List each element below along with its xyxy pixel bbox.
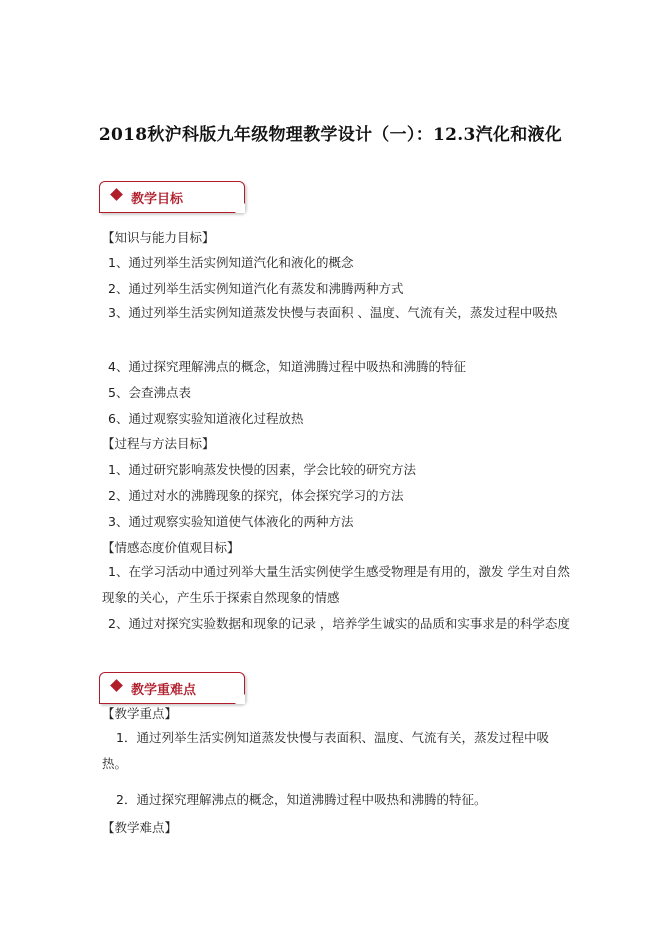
list-item: 1、通过研究影响蒸发快慢的因素，学会比较的研究方法 [108,462,416,477]
section-tab-keypoints [99,672,245,704]
list-item: 3、通过观察实验知道使气体液化的两种方法 [108,514,354,529]
list-item: 2．通过探究理解沸点的概念，知道沸腾过程中吸热和沸腾的特征。 [116,792,487,807]
section-label: 教学重难点 [131,683,197,698]
corner-fold [235,203,245,213]
list-item: 1、在学习活动中通过列举大量生活实例使学生感受物理是有用的，激发 学生对自然现象的关心，产生乐于探索自然现象的情感 [102,564,570,605]
list-item: 2、通过对探究实验数据和现象的记录 ，培养学生诚实的品质和实事求是的科学态度 [108,616,570,631]
diamond-icon [110,679,123,692]
list-item: 2、通过列举生活实例知道汽化有蒸发和沸腾两种方式 [108,281,404,296]
section-tab-goals [99,181,245,213]
page-title: 2018秋沪科版九年级物理教学设计（一）：12.3汽化和液化 [98,125,563,145]
list-item: 2、通过对水的沸腾现象的探究，体会探究学习的方法 [108,488,404,503]
list-item: 5、会查沸点表 [108,385,191,400]
difficulty-heading: 【教学难点】 [102,820,178,835]
list-item: 3、通过列举生活实例知道蒸发快慢与表面积 、温度、气流有关，蒸发过程中吸热 [108,305,558,320]
diamond-icon [110,188,123,201]
emotion-heading: 【情感态度价值观目标】 [102,540,240,555]
list-item: 6、通过观察实验知道液化过程放热 [108,411,304,426]
process-heading: 【过程与方法目标】 [102,436,215,451]
list-item: 1、通过列举生活实例知道汽化和液化的概念 [108,255,354,270]
section-label: 教学目标 [131,192,184,207]
list-item: 4、通过探究理解沸点的概念，知道沸腾过程中吸热和沸腾的特征 [108,359,466,374]
knowledge-heading: 【知识与能力目标】 [102,230,215,245]
list-item: 1．通过列举生活实例知道蒸发快慢与表面积、温度、气流有关，蒸发过程中吸热。 [102,730,549,771]
focus-heading: 【教学重点】 [102,706,178,721]
corner-fold [235,694,245,704]
